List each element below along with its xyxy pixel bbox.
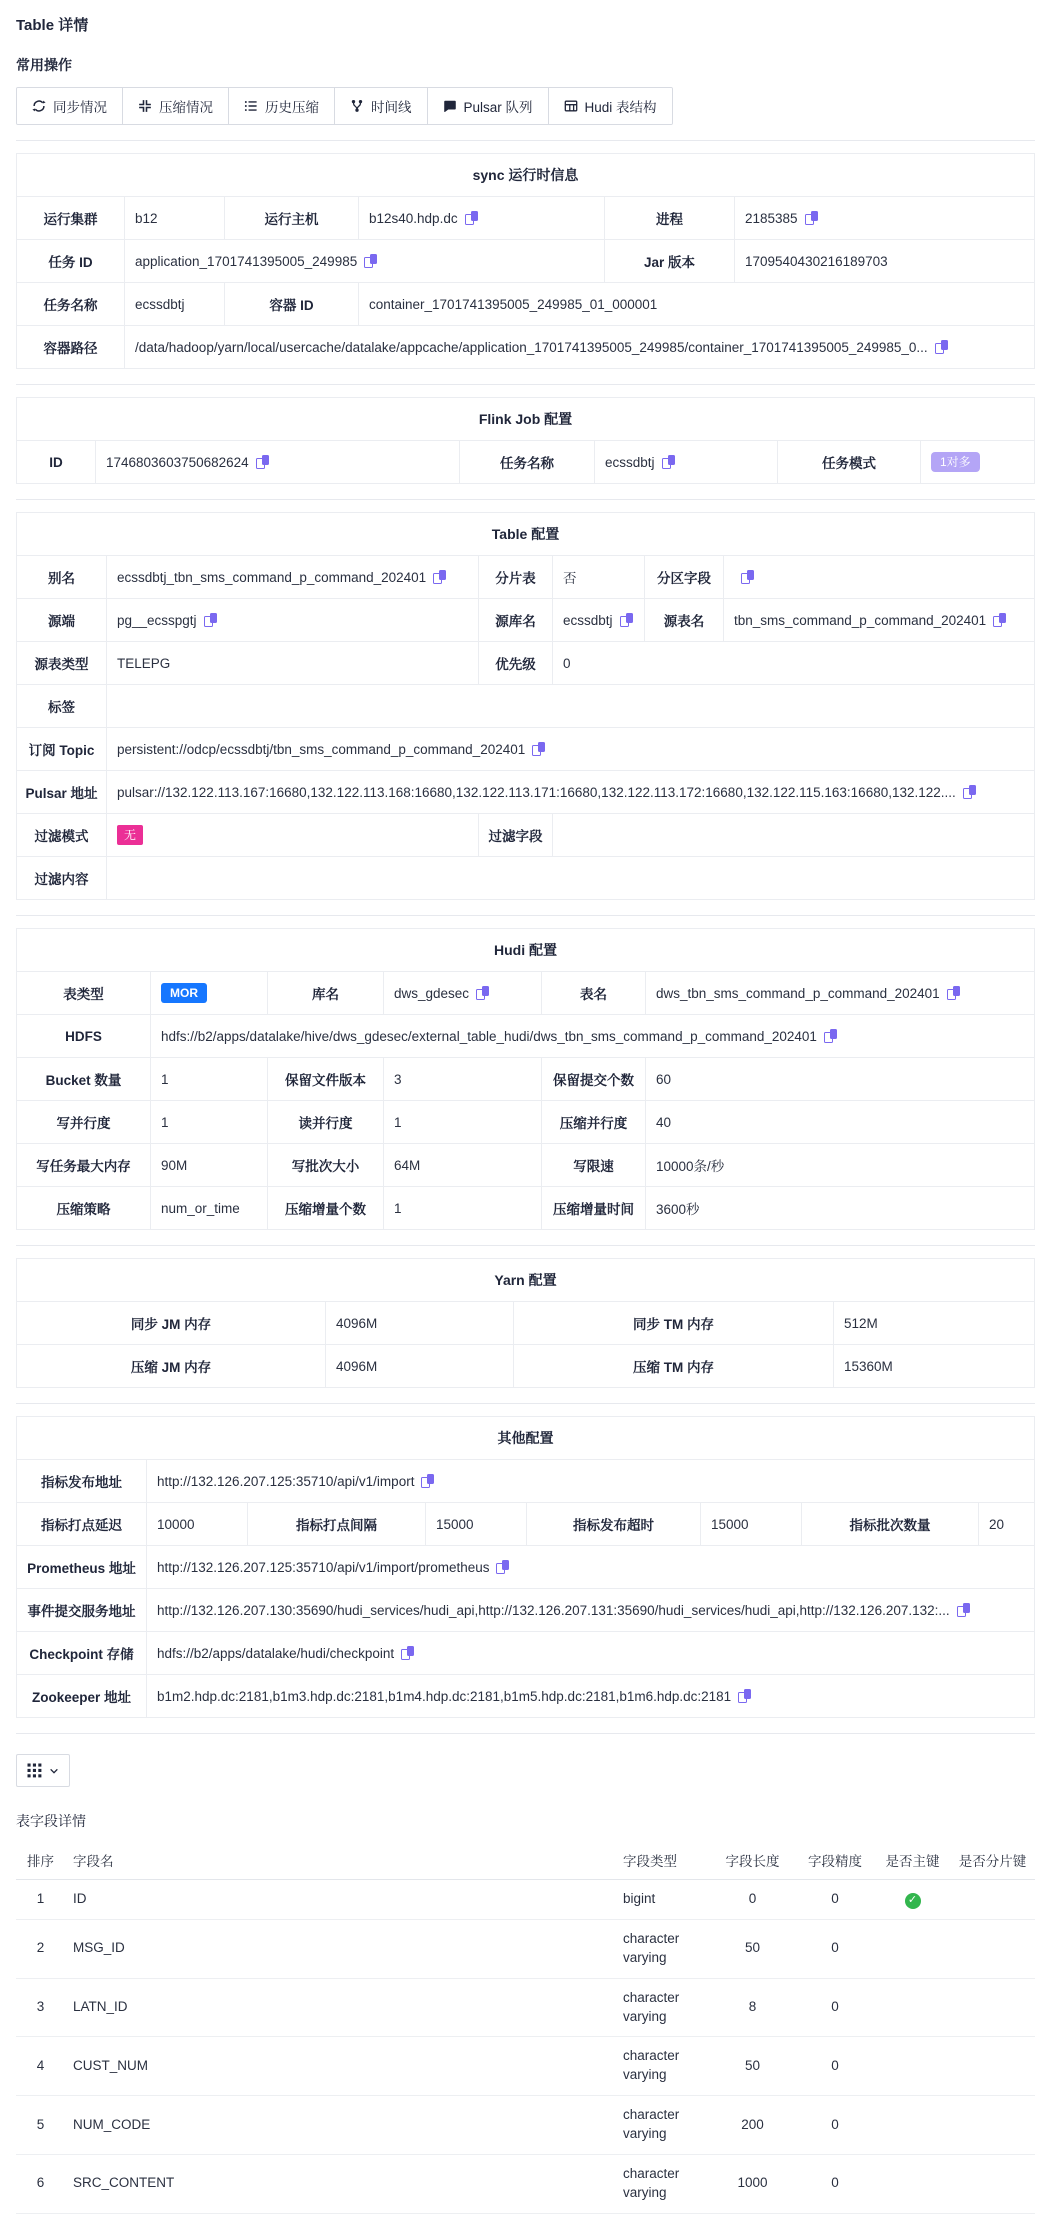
field-value [921,441,1035,484]
field-value: hdfs://b2/apps/datalake/hudi/checkpoint [147,1632,1035,1675]
column-settings-button[interactable] [16,1754,70,1787]
field-label: Prometheus 地址 [17,1546,147,1589]
copy-icon[interactable] [256,455,269,469]
table-config-section [16,512,1035,900]
field-label: 过滤字段 [479,814,553,857]
copy-icon[interactable] [204,613,217,627]
field-value: 3 [384,1058,542,1101]
field-label: Pulsar 地址 [17,771,107,814]
field-label: Bucket 数量 [17,1058,151,1101]
section-divider [16,1403,1035,1404]
field-value: pg__ecsspgtj [107,599,479,642]
table-row: 1 ID bigint 0 0 ✓ [16,1880,1035,1920]
field-label: Jar 版本 [605,240,735,283]
field-label: 标签 [17,685,107,728]
section-title: Table 配置 [17,513,1035,556]
timeline-button[interactable] [334,88,427,124]
button-label: 时间线 [371,100,412,115]
fields-detail-title: 表字段详情 [16,1813,86,1829]
compress-icon [138,99,152,113]
common-ops-title: 常用操作 [16,57,72,73]
toolbar [16,87,673,125]
field-label: 源库名 [479,599,553,642]
section-title: Yarn 配置 [17,1259,1035,1302]
field-value: 1746803603750682624 [96,441,460,484]
field-value: application_1701741395005_249985 [125,240,605,283]
table-type-badge: MOR [161,983,207,1003]
field-value: 15000 [701,1503,802,1546]
field-label: 分区字段 [645,556,724,599]
page-title: Table 详情 [16,17,89,34]
copy-icon[interactable] [364,254,377,268]
field-value: tbn_sms_command_p_command_202401 [724,599,1035,642]
field-value: 15000 [426,1503,527,1546]
field-value [107,857,1035,900]
field-label: Zookeeper 地址 [17,1675,147,1718]
field-value: container_1701741395005_249985_01_000001 [359,283,1035,326]
field-value: 90M [151,1144,268,1187]
field-label: HDFS [17,1015,151,1058]
copy-icon[interactable] [993,613,1006,627]
field-value [724,556,1035,599]
field-label: 分片表 [479,556,553,599]
section-title: 其他配置 [17,1417,1035,1460]
copy-icon[interactable] [476,986,489,1000]
field-label: 压缩并行度 [542,1101,646,1144]
field-label: 写并行度 [17,1101,151,1144]
section-divider [16,499,1035,500]
field-label: 源表类型 [17,642,107,685]
field-label: 保留文件版本 [268,1058,384,1101]
field-value: ecssdbtj [553,599,645,642]
field-value: 1 [384,1101,542,1144]
copy-icon[interactable] [532,742,545,756]
field-label: 压缩增量时间 [542,1187,646,1230]
field-label: 同步 JM 内存 [17,1302,326,1345]
field-value: 10000条/秒 [646,1144,1035,1187]
yarn-config-section [16,1258,1035,1388]
hudi-schema-button[interactable] [548,88,672,124]
field-label: 指标打点延迟 [17,1503,147,1546]
field-label: 进程 [605,197,735,240]
field-value: 0 [553,642,1035,685]
field-value: 60 [646,1058,1035,1101]
field-value: ecssdbtj [595,441,778,484]
field-value: ecssdbtj_tbn_sms_command_p_command_202401 [107,556,479,599]
section-divider [16,1733,1035,1734]
field-value: 1 [151,1058,268,1101]
field-label: 指标发布地址 [17,1460,147,1503]
fields-toolbar [16,1754,1035,1787]
field-label: 事件提交服务地址 [17,1589,147,1632]
copy-icon[interactable] [805,211,818,225]
hudi-config-section [16,928,1035,1230]
field-value [151,972,268,1015]
copy-icon[interactable] [738,1689,751,1703]
sync-icon [32,99,46,113]
copy-icon[interactable] [401,1646,414,1660]
field-value: 20 [979,1503,1035,1546]
field-label: 压缩增量个数 [268,1187,384,1230]
button-label: 压缩情况 [159,100,213,115]
field-value: 40 [646,1101,1035,1144]
field-value: 1709540430216189703 [735,240,1035,283]
list-icon [244,99,258,113]
sync-info-section [16,153,1035,369]
copy-icon[interactable] [465,211,478,225]
field-label: 指标打点间隔 [248,1503,426,1546]
field-value: TELEPG [107,642,479,685]
copy-icon[interactable] [935,340,948,354]
field-label: 任务名称 [460,441,595,484]
copy-icon[interactable] [824,1029,837,1043]
sync-status-button[interactable] [17,88,122,124]
copy-icon[interactable] [620,613,633,627]
field-label: 指标批次数量 [802,1503,979,1546]
history-compress-button[interactable] [228,88,334,124]
field-value: dws_tbn_sms_command_p_command_202401 [646,972,1035,1015]
field-label: 运行主机 [225,197,359,240]
copy-icon[interactable] [433,570,446,584]
field-label: 表类型 [17,972,151,1015]
button-label: Hudi 表结构 [584,100,657,115]
field-value: 2185385 [735,197,1035,240]
field-label: 源端 [17,599,107,642]
field-label: 容器 ID [225,283,359,326]
field-label: 优先级 [479,642,553,685]
button-label: 历史压缩 [265,100,319,115]
column-header: 是否分片键 [950,1841,1035,1880]
button-label: Pulsar 队列 [463,100,533,115]
field-label: 保留提交个数 [542,1058,646,1101]
field-label: 写任务最大内存 [17,1144,151,1187]
field-label: 压缩策略 [17,1187,151,1230]
field-value: hdfs://b2/apps/datalake/hive/dws_gdesec/external_table_hudi/dws_tbn_sms_command_p_command_202401 [151,1015,1035,1058]
field-value: http://132.126.207.125:35710/api/v1/import/prometheus [147,1546,1035,1589]
compress-status-button[interactable] [122,88,228,124]
field-label: ID [17,441,96,484]
section-title: Hudi 配置 [17,929,1035,972]
timeline-icon [350,99,364,113]
field-label: 表名 [542,972,646,1015]
field-value: http://132.126.207.125:35710/api/v1/import [147,1460,1035,1503]
field-value: pulsar://132.122.113.167:16680,132.122.113.168:16680,132.122.113.171:16680,132.122.113.172:16680,132.122.115.163:16680,132.122.... [107,771,1035,814]
pulsar-queue-button[interactable] [427,88,548,124]
field-label: 指标发布超时 [527,1503,701,1546]
column-header: 字段类型 [615,1841,710,1880]
field-value: b1m2.hdp.dc:2181,b1m3.hdp.dc:2181,b1m4.hdp.dc:2181,b1m5.hdp.dc:2181,b1m6.hdp.dc:2181 [147,1675,1035,1718]
task-mode-badge: 1对多 [931,452,980,472]
field-value: num_or_time [151,1187,268,1230]
field-value: 512M [834,1302,1035,1345]
column-header: 是否主键 [875,1841,950,1880]
table-row: 5 NUM_CODE character varying 200 0 [16,2096,1035,2155]
field-label: 库名 [268,972,384,1015]
field-label: Checkpoint 存储 [17,1632,147,1675]
section-title: sync 运行时信息 [17,154,1035,197]
field-label: 压缩 TM 内存 [514,1345,834,1388]
field-label: 写批次大小 [268,1144,384,1187]
column-header: 字段精度 [795,1841,875,1880]
field-value: 1 [151,1101,268,1144]
field-value [107,685,1035,728]
field-label: 同步 TM 内存 [514,1302,834,1345]
button-label: 同步情况 [53,100,107,115]
table-row: 3 LATN_ID character varying 8 0 [16,1978,1035,2037]
column-header: 字段长度 [710,1841,795,1880]
field-label: 容器路径 [17,326,125,369]
field-value: 否 [553,556,645,599]
copy-icon[interactable] [957,1603,970,1617]
flink-job-section [16,397,1035,484]
copy-icon[interactable] [741,570,754,584]
section-divider [16,1245,1035,1246]
field-label: 别名 [17,556,107,599]
message-icon [443,99,457,113]
section-divider [16,384,1035,385]
field-value: dws_gdesec [384,972,542,1015]
section-title: Flink Job 配置 [17,398,1035,441]
field-label: 任务名称 [17,283,125,326]
copy-icon[interactable] [963,785,976,799]
table-row: 4 CUST_NUM character varying 50 0 [16,2037,1035,2096]
field-value: http://132.126.207.130:35690/hudi_services/hudi_api,http://132.126.207.131:35690/hudi_services/hudi_api,http://132.126.207.132:... [147,1589,1035,1632]
column-header: 排序 [16,1841,65,1880]
field-value: 4096M [326,1302,514,1345]
field-value: persistent://odcp/ecssdbtj/tbn_sms_command_p_command_202401 [107,728,1035,771]
field-value: 15360M [834,1345,1035,1388]
field-value [553,814,1035,857]
field-value: 1 [384,1187,542,1230]
column-header: 字段名 [65,1841,615,1880]
field-value: b12s40.hdp.dc [359,197,605,240]
table-row: 2 MSG_ID character varying 50 0 [16,1919,1035,1978]
field-label: 压缩 JM 内存 [17,1345,326,1388]
field-value: ecssdbtj [125,283,225,326]
field-value: 4096M [326,1345,514,1388]
chevron-down-icon [49,1766,59,1776]
field-label: 过滤模式 [17,814,107,857]
grid-icon [27,1763,42,1778]
field-label: 写限速 [542,1144,646,1187]
field-label: 运行集群 [17,197,125,240]
field-label: 任务模式 [778,441,921,484]
primary-key-check-icon [905,1893,921,1909]
copy-icon[interactable] [662,455,675,469]
fields-table [16,1841,1035,2214]
table-icon [564,99,578,113]
field-label: 读并行度 [268,1101,384,1144]
table-row: 6 SRC_CONTENT character varying 1000 0 [16,2155,1035,2214]
field-value [107,814,479,857]
field-label: 任务 ID [17,240,125,283]
field-value: /data/hadoop/yarn/local/usercache/datalake/appcache/application_1701741395005_249985/container_1701741395005_249985_0... [125,326,1035,369]
field-value: b12 [125,197,225,240]
section-divider [16,140,1035,141]
filter-mode-badge: 无 [117,825,143,845]
field-label: 订阅 Topic [17,728,107,771]
section-divider [16,915,1035,916]
field-value: 64M [384,1144,542,1187]
copy-icon[interactable] [421,1474,434,1488]
field-value: 10000 [147,1503,248,1546]
field-label: 过滤内容 [17,857,107,900]
copy-icon[interactable] [496,1560,509,1574]
field-value: 3600秒 [646,1187,1035,1230]
field-label: 源表名 [645,599,724,642]
copy-icon[interactable] [947,986,960,1000]
other-config-section [16,1416,1035,1718]
